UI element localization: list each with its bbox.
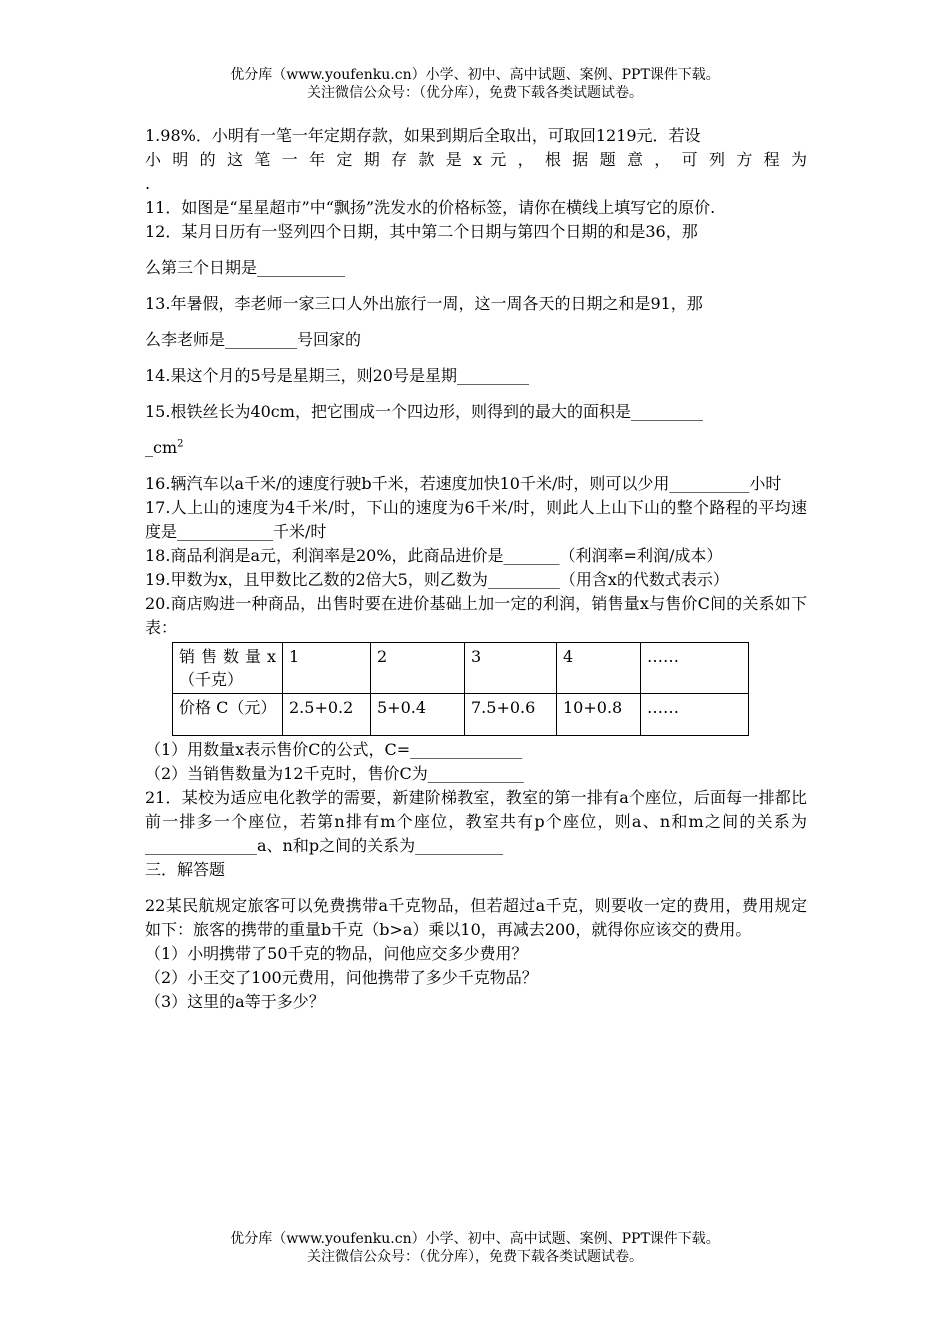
document-body: [145, 124, 807, 1014]
footer-line-1: 优分库（www.youfenku.cn）小学、初中、高中试题、案例、PPT课件下载。: [230, 1231, 720, 1247]
table-cell: 价格 C（元）: [173, 694, 283, 736]
table-cell: 7.5+0.6: [465, 694, 557, 736]
question-17: 17.人上山的速度为4千米/时，下山的速度为6千米/时，则此人上山下山的整个路程的平均速度是____________千米/时: [145, 498, 807, 541]
table-cell: 10+0.8: [557, 694, 641, 736]
question-16: 16.辆汽车以a千米/的速度行驶b千米，若速度加快10千米/时，则可以少用__________小时: [145, 474, 782, 493]
header-line-2: 关注微信公众号：（优分库），免费下载各类试题试卷。: [307, 85, 643, 101]
question-15-unit: _cm: [145, 438, 178, 457]
question-15-superscript: 2: [177, 438, 184, 450]
question-15-line-2: [145, 436, 807, 460]
table-cell: 3: [465, 643, 557, 694]
question-13-line-2: 么李老师是_________号回家的: [145, 330, 362, 349]
footer-line-2: 关注微信公众号：（优分库），免费下载各类试题试卷。: [307, 1249, 643, 1265]
header-line-1: 优分库（www.youfenku.cn）小学、初中、高中试题、案例、PPT课件下载。: [230, 67, 720, 83]
page-footer: [0, 1230, 950, 1266]
question-11: 11．如图是“星星超市”中“飘扬”洗发水的价格标签，请你在横线上填写它的原价.: [145, 198, 716, 217]
question-13-line-1: 13.年暑假，李老师一家三口人外出旅行一周，这一周各天的日期之和是91，那: [145, 294, 703, 313]
section-3-title: 三．解答题: [145, 860, 226, 879]
table-cell: 2: [371, 643, 465, 694]
question-21: 21．某校为适应电化教学的需要，新建阶梯教室，教室的第一排有a个座位，后面每一排都比前一排多一个座位，若第n排有m个座位，教室共有p个座位，则a、n和m之间的关系为______________a、n和p之间的关系为___________: [145, 788, 807, 855]
table-row: [173, 643, 749, 694]
question-10-line-3: .: [145, 174, 151, 193]
table-row: [173, 694, 749, 736]
table-cell: 4: [557, 643, 641, 694]
table-cell: 1: [283, 643, 371, 694]
question-20-intro: 20.商店购进一种商品，出售时要在进价基础上加一定的利润，销售量x与售价C间的关系如下表：: [145, 594, 807, 637]
question-18: 18.商品利润是a元，利润率是20%，此商品进价是_______（利润率=利润/成本）: [145, 546, 723, 565]
question-12-line-2: 么第三个日期是___________: [145, 258, 346, 277]
table-cell: ……: [641, 643, 749, 694]
question-22-part-3: （3）这里的a等于多少？: [145, 992, 325, 1011]
question-19: 19.甲数为x，且甲数比乙数的2倍大5，则乙数为_________（用含x的代数式表示）: [145, 570, 729, 589]
question-20-part-1: （1）用数量x表示售价C的公式，C=______________: [145, 740, 523, 759]
table-cell: 5+0.4: [371, 694, 465, 736]
question-15-line-1: 15.根铁丝长为40cm，把它围成一个四边形，则得到的最大的面积是_________: [145, 402, 703, 421]
question-14: 14.果这个月的5号是星期三，则20号是星期_________: [145, 366, 529, 385]
question-22-part-2: （2）小王交了100元费用，问他携带了多少千克物品？: [145, 968, 538, 987]
page-header: [0, 66, 950, 102]
question-22-part-1: （1）小明携带了50千克的物品，问他应交多少费用？: [145, 944, 528, 963]
question-10-line-1: 1.98%．小明有一笔一年定期存款，如果到期后全取出，可取回1219元．若设: [145, 126, 701, 145]
question-12-line-1: 12．某月日历有一竖列四个日期，其中第二个日期与第四个日期的和是36，那: [145, 222, 698, 241]
table-cell: ……: [641, 694, 749, 736]
question-22-intro: 22某民航规定旅客可以免费携带a千克物品，但若超过a千克，则要收一定的费用，费用规定如下：旅客的携带的重量b千克（b>a）乘以10，再减去200，就得你应该交的费用。: [145, 896, 807, 939]
table-cell: 销售数量x（千克）: [173, 643, 283, 694]
question-20-part-2: （2）当销售数量为12千克时，售价C为____________: [145, 764, 524, 783]
question-10-line-2: 小 明 的 这 笔 一 年 定 期 存 款 是 x 元 ， 根 据 题 意 ， 可 列 方 程 为: [145, 150, 807, 169]
sales-table: [172, 642, 749, 736]
table-cell: 2.5+0.2: [283, 694, 371, 736]
